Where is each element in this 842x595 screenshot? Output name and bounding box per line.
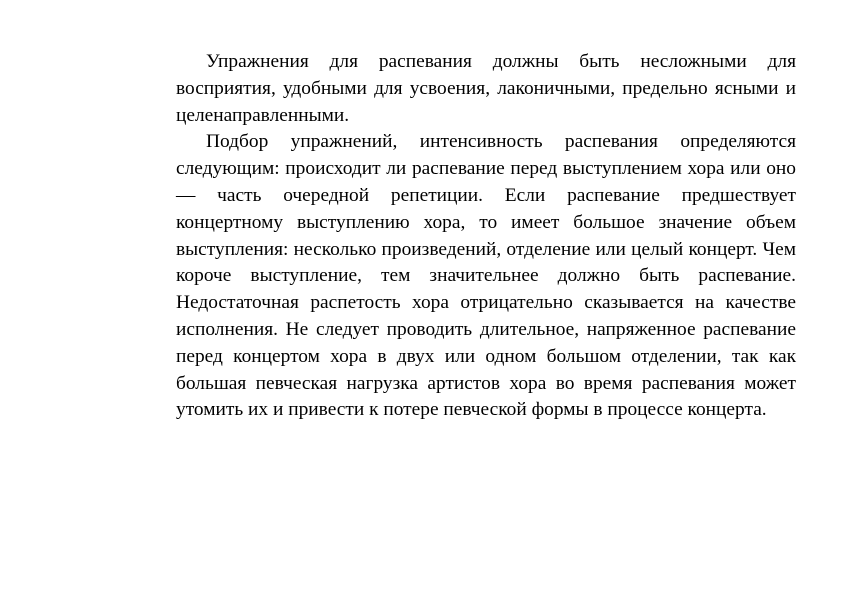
paragraph-2: Подбор упражнений, интенсивность распевания определяются следующим: происходит ли распевание перед выступлением хора или оно — часть очередной репетиции. Если распевание предшествует концертному выступлению хора, то имеет большое значение объем выступления: несколько произведений, отделение или целый концерт. Чем короче выступление, тем значительнее должно быть распевание. Недостаточная распетость хора отрицательно сказывается на качестве исполнения. Не следует проводить длительное, напряженное распевание перед концертом хора в двух или одном большом отделении, так как большая певческая нагрузка артистов хора во время распевания может утомить их и привести к потере певческой формы в процессе концерта.	[176, 131, 796, 421]
document-body	[176, 49, 796, 424]
paragraph-1: Упражнения для распевания должны быть несложными для восприятия, удобными для усвоения, лаконичными, предельно ясными и целенаправленными.	[176, 51, 796, 126]
